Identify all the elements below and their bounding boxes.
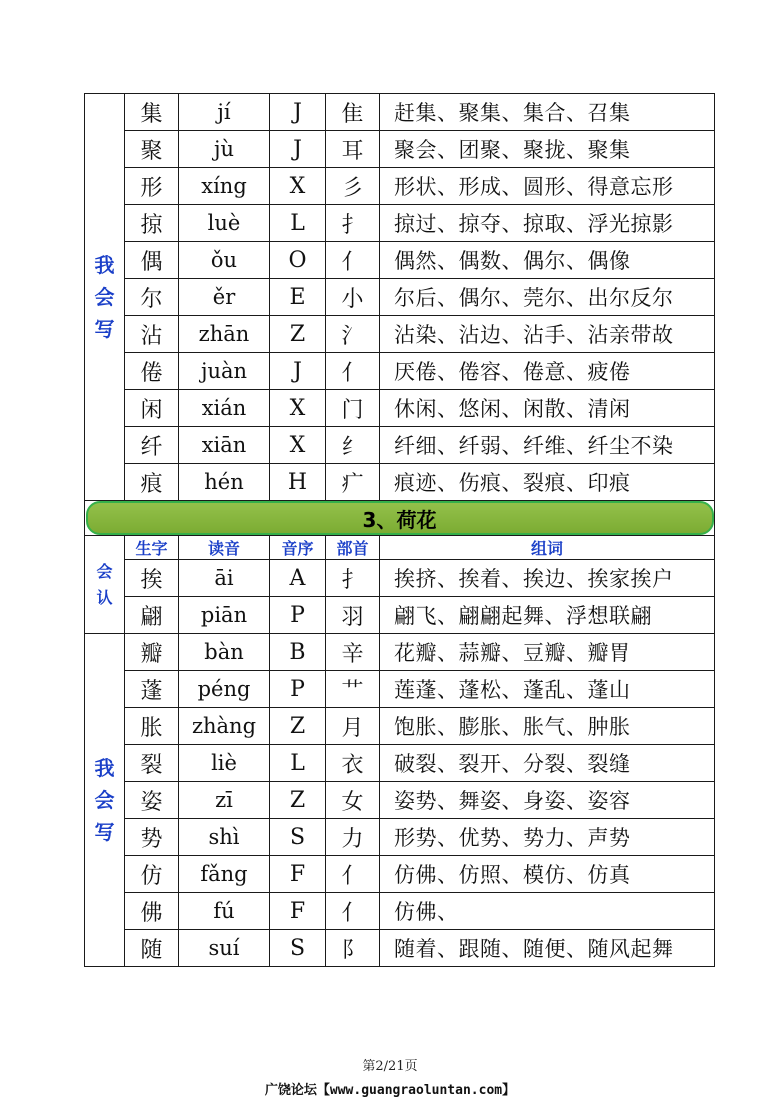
header-radical: 部首: [326, 536, 380, 560]
category-char: 写: [94, 317, 115, 341]
pinyin-cell: piān: [179, 597, 270, 634]
category-char: 我: [94, 253, 115, 277]
category-char: 会: [94, 788, 115, 812]
radical-cell: 亻: [326, 856, 380, 893]
letter-cell: S: [270, 930, 326, 967]
table-row: [85, 242, 715, 279]
radical-cell: 耳: [326, 131, 380, 168]
char-cell: 痕: [125, 464, 179, 501]
category-char: 会: [96, 561, 113, 581]
category-char: 会: [94, 285, 115, 309]
words-cell: 仿佛、仿照、模仿、仿真: [380, 856, 715, 893]
pinyin-cell: ěr: [179, 279, 270, 316]
table-row: [85, 464, 715, 501]
category-label: [85, 634, 125, 967]
table-row: [85, 131, 715, 168]
radical-cell: 彡: [326, 168, 380, 205]
table-row: [85, 94, 715, 131]
letter-cell: S: [270, 819, 326, 856]
radical-cell: 扌: [326, 560, 380, 597]
table-row: [85, 930, 715, 967]
words-cell: 痕迹、伤痕、裂痕、印痕: [380, 464, 715, 501]
pinyin-cell: zhān: [179, 316, 270, 353]
pinyin-cell: jí: [179, 94, 270, 131]
table-row: [85, 856, 715, 893]
pinyin-cell: zī: [179, 782, 270, 819]
words-cell: 休闲、悠闲、闲散、清闲: [380, 390, 715, 427]
radical-cell: 扌: [326, 205, 380, 242]
char-cell: 倦: [125, 353, 179, 390]
words-cell: 姿势、舞姿、身姿、姿容: [380, 782, 715, 819]
words-cell: 形状、形成、圆形、得意忘形: [380, 168, 715, 205]
pinyin-cell: fú: [179, 893, 270, 930]
words-cell: 偶然、偶数、偶尔、偶像: [380, 242, 715, 279]
header-letter: 音序: [270, 536, 326, 560]
letter-cell: X: [270, 427, 326, 464]
radical-cell: 辛: [326, 634, 380, 671]
words-cell: 随着、跟随、随便、随风起舞: [380, 930, 715, 967]
radical-cell: 羽: [326, 597, 380, 634]
words-cell: 聚会、团聚、聚拢、聚集: [380, 131, 715, 168]
letter-cell: L: [270, 745, 326, 782]
vocabulary-table: [84, 93, 715, 967]
letter-cell: Z: [270, 782, 326, 819]
char-cell: 裂: [125, 745, 179, 782]
pinyin-cell: péng: [179, 671, 270, 708]
words-cell: 形势、优势、势力、声势: [380, 819, 715, 856]
table-row: [85, 819, 715, 856]
table-row: [85, 353, 715, 390]
letter-cell: A: [270, 560, 326, 597]
pinyin-cell: hén: [179, 464, 270, 501]
pinyin-cell: xíng: [179, 168, 270, 205]
char-cell: 瓣: [125, 634, 179, 671]
radical-cell: 艹: [326, 671, 380, 708]
pinyin-cell: ǒu: [179, 242, 270, 279]
table-row: [85, 279, 715, 316]
header-pinyin: 读音: [179, 536, 270, 560]
char-cell: 随: [125, 930, 179, 967]
char-cell: 掠: [125, 205, 179, 242]
letter-cell: E: [270, 279, 326, 316]
table-row: [85, 782, 715, 819]
pinyin-cell: liè: [179, 745, 270, 782]
pinyin-cell: xiān: [179, 427, 270, 464]
letter-cell: B: [270, 634, 326, 671]
radical-cell: 亻: [326, 893, 380, 930]
radical-cell: 亻: [326, 242, 380, 279]
lesson-title: 3、荷花: [86, 501, 714, 535]
letter-cell: L: [270, 205, 326, 242]
header-char: 生字: [125, 536, 179, 560]
letter-cell: H: [270, 464, 326, 501]
radical-cell: 纟: [326, 427, 380, 464]
pinyin-cell: zhàng: [179, 708, 270, 745]
letter-cell: X: [270, 168, 326, 205]
table-row: [85, 893, 715, 930]
table-row: [85, 597, 715, 634]
char-cell: 偶: [125, 242, 179, 279]
radical-cell: 月: [326, 708, 380, 745]
table-row: [85, 745, 715, 782]
radical-cell: 阝: [326, 930, 380, 967]
pinyin-cell: suí: [179, 930, 270, 967]
category-char: 认: [96, 587, 113, 607]
letter-cell: J: [270, 94, 326, 131]
pinyin-cell: jù: [179, 131, 270, 168]
char-cell: 聚: [125, 131, 179, 168]
words-cell: 仿佛、: [380, 893, 715, 930]
table-row: [85, 560, 715, 597]
char-cell: 尔: [125, 279, 179, 316]
category-char: 我: [94, 756, 115, 780]
category-label: [85, 536, 125, 634]
char-cell: 沾: [125, 316, 179, 353]
radical-cell: 隹: [326, 94, 380, 131]
char-cell: 仿: [125, 856, 179, 893]
letter-cell: X: [270, 390, 326, 427]
radical-cell: 衣: [326, 745, 380, 782]
letter-cell: O: [270, 242, 326, 279]
table-row: [85, 427, 715, 464]
pinyin-cell: bàn: [179, 634, 270, 671]
char-cell: 闲: [125, 390, 179, 427]
pinyin-cell: fǎng: [179, 856, 270, 893]
words-cell: 沾染、沾边、沾手、沾亲带故: [380, 316, 715, 353]
char-cell: 蓬: [125, 671, 179, 708]
words-cell: 赶集、聚集、集合、召集: [380, 94, 715, 131]
char-cell: 形: [125, 168, 179, 205]
pinyin-cell: āi: [179, 560, 270, 597]
table-row: [85, 205, 715, 242]
category-label: [85, 94, 125, 501]
words-cell: 纤细、纤弱、纤维、纤尘不染: [380, 427, 715, 464]
radical-cell: 亻: [326, 353, 380, 390]
char-cell: 集: [125, 94, 179, 131]
letter-cell: Z: [270, 316, 326, 353]
letter-cell: P: [270, 597, 326, 634]
words-cell: 厌倦、倦容、倦意、疲倦: [380, 353, 715, 390]
char-cell: 佛: [125, 893, 179, 930]
radical-cell: 疒: [326, 464, 380, 501]
char-cell: 胀: [125, 708, 179, 745]
radical-cell: 小: [326, 279, 380, 316]
radical-cell: 力: [326, 819, 380, 856]
letter-cell: P: [270, 671, 326, 708]
char-cell: 纤: [125, 427, 179, 464]
words-cell: 花瓣、蒜瓣、豆瓣、瓣胃: [380, 634, 715, 671]
words-cell: 破裂、裂开、分裂、裂缝: [380, 745, 715, 782]
letter-cell: F: [270, 893, 326, 930]
column-header-row: [85, 536, 715, 560]
lesson-title-cell: [85, 501, 715, 536]
char-cell: 挨: [125, 560, 179, 597]
letter-cell: F: [270, 856, 326, 893]
pinyin-cell: luè: [179, 205, 270, 242]
table-row: [85, 390, 715, 427]
radical-cell: 氵: [326, 316, 380, 353]
letter-cell: J: [270, 131, 326, 168]
words-cell: 翩飞、翩翩起舞、浮想联翩: [380, 597, 715, 634]
words-cell: 尔后、偶尔、莞尔、出尔反尔: [380, 279, 715, 316]
words-cell: 掠过、掠夺、掠取、浮光掠影: [380, 205, 715, 242]
letter-cell: Z: [270, 708, 326, 745]
header-words: 组词: [380, 536, 715, 560]
table-row: [85, 708, 715, 745]
letter-cell: J: [270, 353, 326, 390]
pinyin-cell: xián: [179, 390, 270, 427]
page-number: 第2/21页: [362, 1059, 418, 1074]
category-char: 写: [94, 820, 115, 844]
radical-cell: 门: [326, 390, 380, 427]
radical-cell: 女: [326, 782, 380, 819]
pinyin-cell: juàn: [179, 353, 270, 390]
char-cell: 姿: [125, 782, 179, 819]
char-cell: 势: [125, 819, 179, 856]
site-footer: 广饶论坛【www.guangraoluntan.com】: [264, 1083, 516, 1098]
table-row: [85, 634, 715, 671]
words-cell: 莲蓬、蓬松、蓬乱、蓬山: [380, 671, 715, 708]
lesson-title-row: [85, 501, 715, 536]
table-row: [85, 316, 715, 353]
words-cell: 挨挤、挨着、挨边、挨家挨户: [380, 560, 715, 597]
table-row: [85, 168, 715, 205]
char-cell: 翩: [125, 597, 179, 634]
table-row: [85, 671, 715, 708]
pinyin-cell: shì: [179, 819, 270, 856]
words-cell: 饱胀、膨胀、胀气、肿胀: [380, 708, 715, 745]
